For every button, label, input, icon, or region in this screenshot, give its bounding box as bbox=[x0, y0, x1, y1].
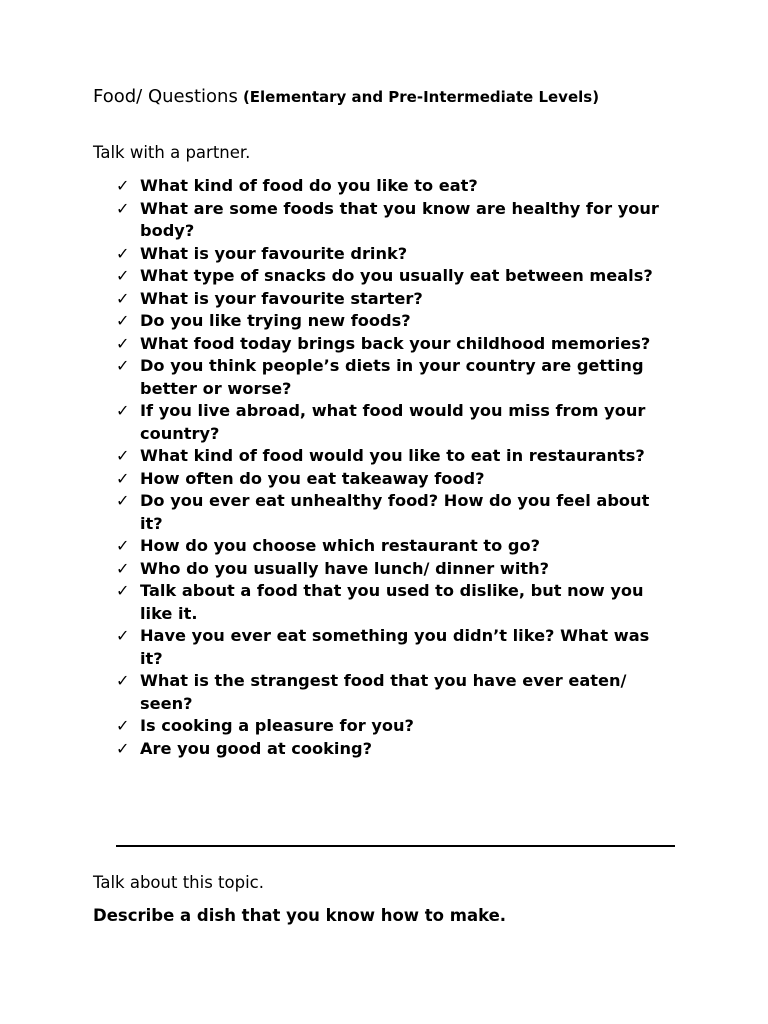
checkmark-icon: ✓ bbox=[116, 356, 130, 375]
question-text: How do you choose which restaurant to go? bbox=[140, 536, 541, 555]
question-text: Do you think people’s diets in your country are getting better or worse? bbox=[140, 356, 644, 398]
checkmark-icon: ✓ bbox=[116, 491, 130, 510]
checkmark-icon: ✓ bbox=[116, 738, 130, 758]
checkmark-icon: ✓ bbox=[116, 288, 130, 308]
question-item bbox=[116, 558, 676, 581]
question-item bbox=[116, 490, 676, 535]
question-text: What are some foods that you know are healthy for your body? bbox=[140, 198, 659, 240]
checkmark-icon: ✓ bbox=[116, 671, 130, 690]
question-item bbox=[116, 670, 676, 715]
checkmark-icon: ✓ bbox=[116, 401, 130, 420]
title-main: Food/ Questions bbox=[93, 86, 238, 107]
question-text: What kind of food do you like to eat? bbox=[140, 176, 478, 195]
question-item bbox=[116, 265, 676, 288]
checkmark-icon: ✓ bbox=[116, 176, 130, 195]
question-item bbox=[116, 175, 676, 198]
topic-task: Describe a dish that you know how to make. bbox=[93, 906, 507, 925]
question-text: Do you ever eat unhealthy food? How do you feel about it? bbox=[140, 491, 650, 533]
checkmark-icon: ✓ bbox=[116, 311, 130, 330]
checkmark-icon: ✓ bbox=[116, 626, 130, 645]
question-text: What is your favourite drink? bbox=[140, 243, 408, 263]
question-text: What type of snacks do you usually eat between meals? bbox=[140, 266, 653, 285]
question-item bbox=[116, 738, 676, 761]
question-text: What is the strangest food that you have ever eaten/ seen? bbox=[140, 671, 627, 713]
question-item bbox=[116, 310, 676, 333]
question-item bbox=[116, 198, 676, 243]
question-text: What kind of food would you like to eat in restaurants? bbox=[140, 446, 645, 465]
question-text: What is your favourite starter? bbox=[140, 288, 423, 308]
section-divider bbox=[116, 845, 675, 847]
page-title bbox=[93, 85, 653, 109]
question-item bbox=[116, 468, 676, 491]
checkmark-icon: ✓ bbox=[116, 558, 130, 578]
question-text: Who do you usually have lunch/ dinner with? bbox=[140, 558, 550, 578]
question-item bbox=[116, 580, 676, 625]
checkmark-icon: ✓ bbox=[116, 243, 130, 263]
question-text: Is cooking a pleasure for you? bbox=[140, 716, 414, 735]
question-item bbox=[116, 355, 676, 400]
question-item bbox=[116, 288, 676, 311]
checkmark-icon: ✓ bbox=[116, 468, 130, 488]
question-item bbox=[116, 243, 676, 266]
question-text: Are you good at cooking? bbox=[140, 738, 372, 758]
question-text: Do you like trying new foods? bbox=[140, 311, 411, 330]
question-item bbox=[116, 333, 676, 356]
question-item bbox=[116, 625, 676, 670]
question-text: What food today brings back your childhood memories? bbox=[140, 333, 651, 353]
checkmark-icon: ✓ bbox=[116, 716, 130, 735]
question-list bbox=[116, 175, 676, 760]
intro-instruction: Talk with a partner. bbox=[93, 143, 251, 162]
checkmark-icon: ✓ bbox=[116, 198, 130, 218]
question-item bbox=[116, 400, 676, 445]
checkmark-icon: ✓ bbox=[116, 446, 130, 465]
question-item bbox=[116, 445, 676, 468]
question-text: Have you ever eat something you didn’t like? What was it? bbox=[140, 626, 650, 668]
topic-instruction: Talk about this topic. bbox=[93, 873, 264, 892]
question-text: Talk about a food that you used to dislike, but now you like it. bbox=[140, 581, 644, 623]
checkmark-icon: ✓ bbox=[116, 581, 130, 600]
checkmark-icon: ✓ bbox=[116, 333, 130, 353]
question-item bbox=[116, 715, 676, 738]
checkmark-icon: ✓ bbox=[116, 536, 130, 555]
title-level: (Elementary and Pre-Intermediate Levels) bbox=[242, 88, 600, 106]
question-text: How often do you eat takeaway food? bbox=[140, 468, 485, 488]
question-text: If you live abroad, what food would you miss from your country? bbox=[140, 401, 646, 443]
checkmark-icon: ✓ bbox=[116, 266, 130, 285]
question-item bbox=[116, 535, 676, 558]
